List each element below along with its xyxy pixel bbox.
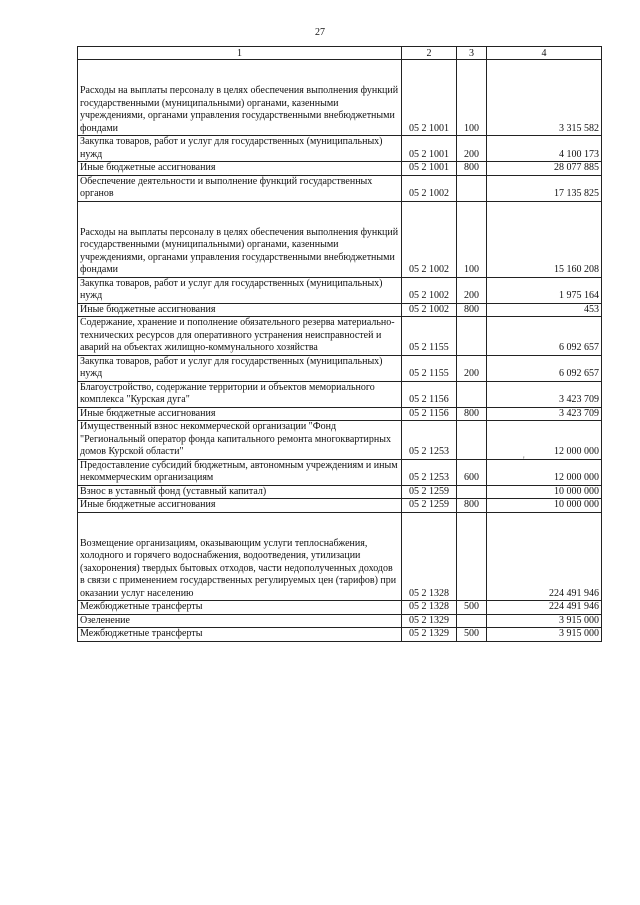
table-row [78,317,602,356]
row-amount: 453 [487,303,602,317]
row-code: 05 2 1155 [402,355,457,381]
row-expense-type: 800 [457,162,487,176]
row-code: 05 2 1002 [402,175,457,201]
row-code: 05 2 1328 [402,601,457,615]
row-code: 05 2 1329 [402,628,457,642]
row-amount: 3 915 000 [487,614,602,628]
row-amount: 10 000 000 [487,485,602,499]
row-expense-type [457,485,487,499]
row-amount: 12 000 000 [487,421,602,460]
row-expense-type: 200 [457,355,487,381]
row-name: Закупка товаров, работ и услуг для государственных (муниципальных) нужд [80,277,383,301]
table-row [78,421,602,460]
column-header-3: 3 [457,47,487,60]
table-row [78,485,602,499]
row-amount: 10 000 000 [487,499,602,513]
row-expense-type: 800 [457,303,487,317]
row-name-cell [78,60,402,136]
row-code: 05 2 1259 [402,485,457,499]
row-amount: 17 135 825 [487,175,602,201]
table-row [78,60,602,136]
row-amount: 15 160 208 [487,201,602,277]
table-row [78,136,602,162]
row-code: 05 2 1002 [402,303,457,317]
row-name: Межбюджетные трансферты [80,601,203,612]
row-name: Содержание, хранение и пополнение обязательного резерва материально-технических ресурсов для оперативного устранения неисправностей и аварий на объектах жилищно-коммунального хозяйства [80,317,395,353]
table-row [78,277,602,303]
row-amount: 3 315 582 [487,60,602,136]
row-amount: 224 491 946 [487,512,602,601]
row-amount: 1 975 164 [487,277,602,303]
row-code: 05 2 1253 [402,421,457,460]
row-expense-type: 800 [457,407,487,421]
row-name-cell [78,201,402,277]
row-name: Взнос в уставный фонд (уставный капитал) [80,485,267,497]
table-row [78,381,602,407]
row-name: Расходы на выплаты персоналу в целях обеспечения выполнения функций государственными (муниципальными) органами, казенными учреждениями, органами управления государственными внебюджетными фондами [80,85,399,134]
row-code: 05 2 1329 [402,614,457,628]
row-code: 05 2 1002 [402,201,457,277]
row-name-cell [78,355,402,381]
table-row [78,512,602,601]
row-name-cell [78,499,402,513]
table-row [78,628,602,642]
row-name: Иные бюджетные ассигнования [80,407,216,419]
table-row [78,499,602,513]
table-row [78,407,602,421]
row-amount: 6 092 657 [487,317,602,356]
row-code: 05 2 1001 [402,136,457,162]
row-name: Озеленение [80,614,130,626]
row-code: 05 2 1328 [402,512,457,601]
row-expense-type [457,175,487,201]
column-header-4: 4 [487,47,602,60]
row-code: 05 2 1156 [402,407,457,421]
column-header-2: 2 [402,47,457,60]
row-amount: 3 915 000 [487,628,602,642]
row-amount: 28 077 885 [487,162,602,176]
row-name-cell [78,303,402,317]
row-expense-type [457,512,487,601]
page-number: 27 [315,27,325,38]
table-row [78,162,602,176]
table-row [78,601,602,615]
row-expense-type: 200 [457,136,487,162]
table-row [78,175,602,201]
row-code: 05 2 1001 [402,162,457,176]
row-expense-type: 500 [457,601,487,615]
row-amount: 6 092 657 [487,355,602,381]
row-code: 05 2 1002 [402,277,457,303]
row-name: Межбюджетные трансферты [80,628,203,639]
row-code: 05 2 1001 [402,60,457,136]
row-expense-type [457,421,487,460]
row-name-cell [78,277,402,303]
row-name-cell [78,459,402,485]
row-expense-type: 800 [457,499,487,513]
row-expense-type: 200 [457,277,487,303]
row-name-cell [78,407,402,421]
row-code: 05 2 1253 [402,459,457,485]
budget-table [77,46,602,642]
row-code: 05 2 1155 [402,317,457,356]
row-code: 05 2 1259 [402,499,457,513]
row-name: Иные бюджетные ассигнования [80,162,216,173]
budget-table-body [78,47,602,642]
row-expense-type: 500 [457,628,487,642]
row-name: Иные бюджетные ассигнования [80,499,216,510]
table-header-row [78,47,602,60]
row-name-cell [78,485,402,499]
row-expense-type [457,381,487,407]
row-amount: 12 000 000 [487,459,602,485]
table-row [78,303,602,317]
row-name-cell [78,614,402,628]
row-expense-type: 100 [457,201,487,277]
row-spacer [80,60,399,85]
row-amount: 4 100 173 [487,136,602,162]
table-row [78,355,602,381]
row-name: Благоустройство, содержание территории и объектов мемориального комплекса "Курская дуга" [80,381,375,405]
row-name-cell [78,162,402,176]
row-name: Закупка товаров, работ и услуг для государственных (муниципальных) нужд [80,355,383,379]
row-code: 05 2 1156 [402,381,457,407]
row-name-cell [78,512,402,601]
row-name-cell [78,317,402,356]
row-expense-type [457,317,487,356]
row-name: Иные бюджетные ассигнования [80,303,216,315]
row-name-cell [78,628,402,642]
scan-mark: ' [523,455,525,465]
row-name-cell [78,136,402,162]
row-name-cell [78,381,402,407]
row-amount: 224 491 946 [487,601,602,615]
row-name: Обеспечение деятельности и выполнение функций государственных органов [80,175,373,199]
row-name: Имущественный взнос некоммерческой организации "Фонд "Региональный оператор фонда капитального ремонта многоквартирных домов Курской области" [80,421,391,457]
row-name: Расходы на выплаты персоналу в целях обеспечения выполнения функций государственными (муниципальными) органами, казенными учреждениями, органами управления государственными внебюджетными фондами [80,226,399,275]
row-name: Предоставление субсидий бюджетным, автономным учреждениям и иным некоммерческим организациям [80,459,398,483]
row-name-cell [78,175,402,201]
table-row [78,201,602,277]
row-expense-type: 600 [457,459,487,485]
row-name-cell [78,421,402,460]
row-amount: 3 423 709 [487,381,602,407]
row-name-cell [78,601,402,615]
row-spacer [80,513,399,538]
row-name: Возмещение организациям, оказывающим услуги теплоснабжения, холодного и горячего водоснабжения, водоотведения, утилизации (захоронения) твердых бытовых отходов, части недополученных доходов в связи с применением государственных регулируемых цен (тарифов) при оказании услуг населению [80,537,397,599]
row-spacer [80,202,399,227]
row-name: Закупка товаров, работ и услуг для государственных (муниципальных) нужд [80,136,383,160]
row-amount: 3 423 709 [487,407,602,421]
column-header-1: 1 [78,47,402,60]
table-row [78,614,602,628]
row-expense-type: 100 [457,60,487,136]
row-expense-type [457,614,487,628]
